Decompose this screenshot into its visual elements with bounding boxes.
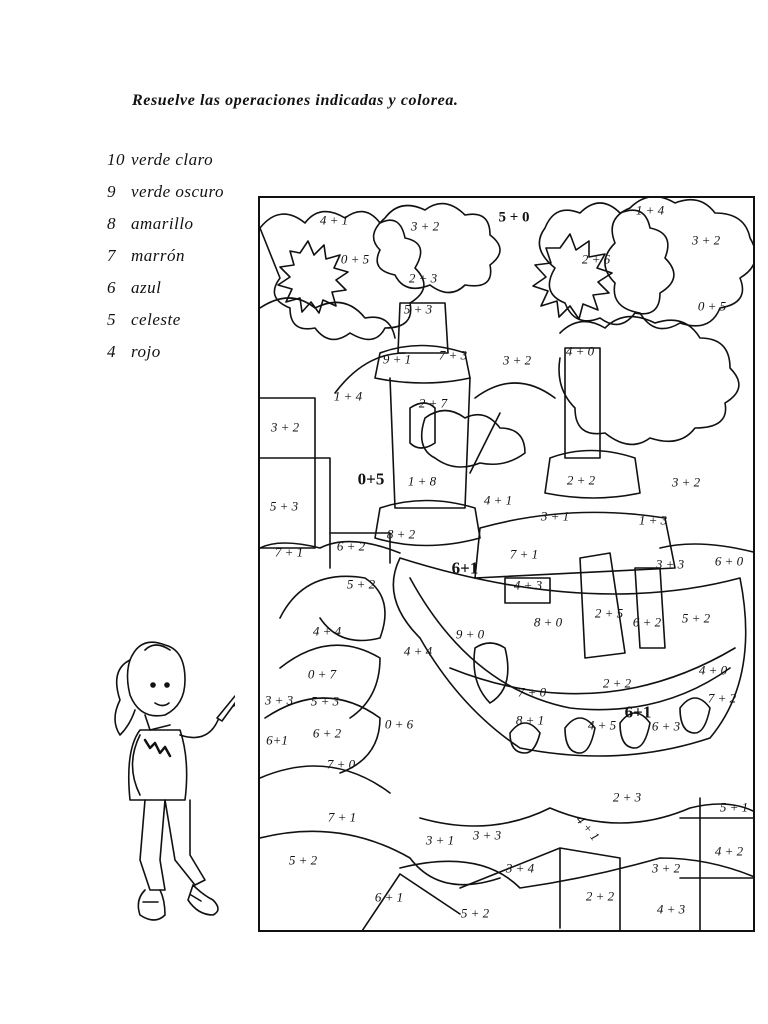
math-operation: 5 + 3 [269, 498, 299, 514]
math-operation: 3 + 2 [671, 474, 701, 490]
math-operation: 6 + 2 [632, 614, 662, 630]
math-operation: 5 + 2 [681, 610, 711, 626]
legend-number: 5 [107, 310, 116, 329]
legend-color: marrón [131, 246, 186, 265]
math-operation: 2 + 3 [408, 270, 438, 286]
math-operation: 4 + 3 [656, 901, 686, 917]
color-legend [107, 150, 224, 374]
legend-item [107, 342, 224, 374]
math-operation: 3 + 2 [502, 352, 532, 368]
math-operation: 5 + 3 [403, 301, 433, 317]
legend-color: verde claro [131, 150, 214, 169]
math-operation: 2 + 3 [612, 789, 642, 805]
math-operation: 6 + 0 [714, 553, 744, 569]
legend-item [107, 150, 224, 182]
math-operation: 7 + 1 [274, 544, 304, 560]
math-operation: 4 + 5 [587, 717, 617, 733]
math-operation: 4 + 3 [513, 577, 543, 593]
math-operation: 0 + 5 [697, 298, 727, 314]
legend-number: 8 [107, 214, 116, 233]
math-operation: 6+1 [266, 732, 288, 748]
math-operation: 5 + 2 [288, 852, 318, 868]
math-operation: 2 + 7 [418, 395, 448, 411]
instruction-text: Resuelve las operaciones indicadas y colorea. [132, 92, 459, 109]
math-operation: 2 + 2 [566, 472, 596, 488]
legend-color: verde oscuro [131, 182, 225, 201]
math-operation: 1 + 4 [333, 388, 363, 404]
math-operation: 4 + 1 [483, 492, 513, 508]
math-operation: 6+1 [624, 702, 652, 722]
coloring-picture [258, 196, 755, 932]
math-operation: 2 + 5 [594, 605, 624, 621]
legend-color: rojo [131, 342, 161, 361]
math-operation: 5 + 2 [460, 905, 490, 921]
legend-color: azul [131, 278, 162, 297]
math-operation: 7 + 1 [327, 809, 357, 825]
math-operation: 9 + 1 [382, 351, 412, 367]
math-operation: 5 + 3 [310, 693, 340, 709]
math-operation: 5 + 0 [498, 209, 530, 226]
math-operation: 1 + 3 [638, 512, 668, 528]
math-operation: 5 + 1 [719, 799, 749, 815]
math-operation: 1 + 8 [407, 473, 437, 489]
legend-item [107, 214, 224, 246]
math-operation: 8 + 2 [386, 526, 416, 542]
legend-item [107, 182, 224, 214]
math-operation: 5 + 2 [346, 576, 376, 592]
legend-number: 9 [107, 182, 116, 201]
math-operation: 7 + 2 [707, 690, 737, 706]
math-operation: 3 + 2 [691, 232, 721, 248]
legend-number: 10 [107, 150, 125, 169]
math-operation: 4 + 0 [698, 662, 728, 678]
math-operation: 7 + 1 [509, 546, 539, 562]
math-operation: 4 + 2 [714, 843, 744, 859]
math-operation: 9 + 0 [455, 626, 485, 642]
legend-number: 4 [107, 342, 116, 361]
math-operation: 0 + 7 [307, 666, 337, 682]
girl-illustration [105, 640, 235, 930]
math-operation: 4 + 1 [319, 212, 349, 228]
math-operation: 4 + 0 [565, 343, 595, 359]
math-operation: 6 + 3 [651, 718, 681, 734]
math-operation: 3 + 3 [472, 827, 502, 843]
legend-color: celeste [131, 310, 181, 329]
math-operation: 3 + 2 [410, 218, 440, 234]
math-operation: 0+5 [357, 469, 385, 489]
legend-item [107, 246, 224, 278]
math-operation: 6+1 [451, 558, 479, 578]
legend-number: 7 [107, 246, 116, 265]
math-operation: 3 + 3 [655, 556, 685, 572]
math-operation: 3 + 2 [270, 419, 300, 435]
legend-color: amarillo [131, 214, 194, 233]
math-operation: 8 + 0 [533, 614, 563, 630]
math-operation: 3 + 1 [425, 832, 455, 848]
math-operation: 4 + 1 [573, 812, 603, 844]
legend-item [107, 310, 224, 342]
math-operation: 3 + 3 [264, 692, 294, 708]
legend-item [107, 278, 224, 310]
math-operation: 7 + 3 [438, 347, 468, 363]
math-operation: 3 + 2 [651, 860, 681, 876]
math-operation: 1 + 4 [635, 202, 665, 218]
math-operation: 2 + 6 [581, 251, 611, 267]
math-operation: 0 + 6 [384, 716, 414, 732]
math-operation: 6 + 2 [336, 538, 366, 554]
math-operation: 6 + 1 [374, 889, 404, 905]
math-operation: 4 + 4 [312, 623, 342, 639]
math-operation: 7 + 0 [326, 756, 356, 772]
math-operation: 3 + 1 [540, 508, 570, 524]
math-operation: 2 + 2 [585, 888, 615, 904]
math-operation: 3 + 4 [505, 860, 535, 876]
math-operation: 2 + 2 [602, 675, 632, 691]
math-operation: 8 + 1 [515, 712, 545, 728]
math-operation: 0 + 5 [340, 251, 370, 267]
math-operation: 7 + 0 [517, 684, 547, 700]
math-operation: 4 + 4 [403, 643, 433, 659]
math-operation: 6 + 2 [312, 725, 342, 741]
legend-number: 6 [107, 278, 116, 297]
